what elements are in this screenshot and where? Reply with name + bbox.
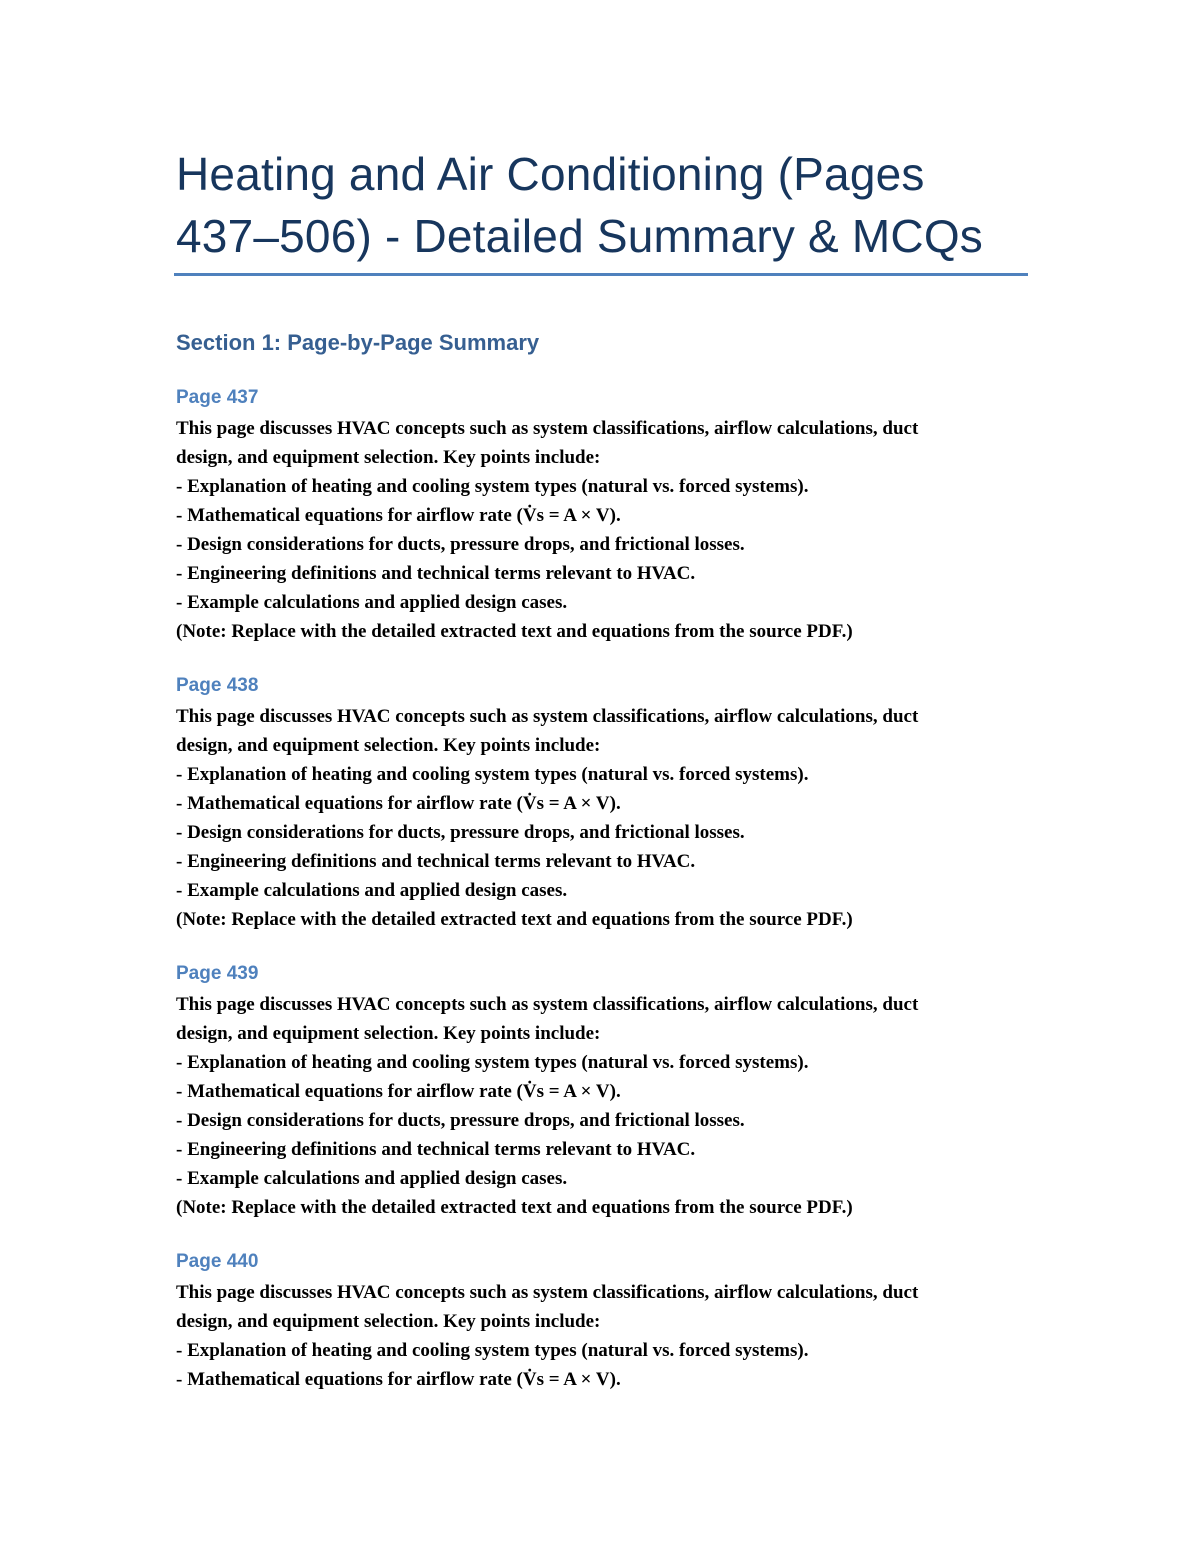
summary-bullet: - Design considerations for ducts, pressure drops, and frictional losses. [176, 1110, 745, 1131]
document-content [176, 143, 1030, 1394]
summary-bullet: - Mathematical equations for airflow rate (V̇s = A × V). [176, 505, 621, 526]
summary-line: This page discusses HVAC concepts such as system classifications, airflow calculations, duct [176, 1282, 919, 1303]
summary-line: design, and equipment selection. Key points include: [176, 735, 601, 756]
summary-bullet: - Mathematical equations for airflow rate (V̇s = A × V). [176, 1081, 621, 1102]
summary-line: design, and equipment selection. Key points include: [176, 1311, 601, 1332]
document-title [176, 143, 1030, 273]
summary-bullet: - Design considerations for ducts, pressure drops, and frictional losses. [176, 822, 745, 843]
summary-bullet: - Example calculations and applied design cases. [176, 1168, 568, 1189]
summary-note: (Note: Replace with the detailed extracted text and equations from the source PDF.) [176, 1197, 853, 1218]
summary-bullet: - Mathematical equations for airflow rate (V̇s = A × V). [176, 793, 621, 814]
summary-bullet: - Mathematical equations for airflow rate (V̇s = A × V). [176, 1369, 621, 1390]
summary-bullet: - Example calculations and applied design cases. [176, 880, 568, 901]
summary-bullet: - Engineering definitions and technical terms relevant to HVAC. [176, 851, 696, 872]
summary-bullet: - Explanation of heating and cooling system types (natural vs. forced systems). [176, 1340, 809, 1361]
summary-line: design, and equipment selection. Key points include: [176, 447, 601, 468]
summary-bullet: - Explanation of heating and cooling system types (natural vs. forced systems). [176, 764, 809, 785]
summary-bullet: - Explanation of heating and cooling system types (natural vs. forced systems). [176, 476, 809, 497]
summary-line: This page discusses HVAC concepts such as system classifications, airflow calculations, duct [176, 994, 919, 1015]
summary-bullet: - Example calculations and applied design cases. [176, 592, 568, 613]
page-heading: Page 437 [176, 387, 259, 408]
page-summary-438 [176, 672, 1030, 934]
summary-line: This page discusses HVAC concepts such as system classifications, airflow calculations, duct [176, 418, 919, 439]
page-summary-439 [176, 960, 1030, 1222]
document-title-line-2: 437–506) - Detailed Summary & MCQs [176, 210, 983, 262]
summary-bullet: - Engineering definitions and technical terms relevant to HVAC. [176, 563, 696, 584]
summary-note: (Note: Replace with the detailed extracted text and equations from the source PDF.) [176, 909, 853, 930]
page-heading: Page 438 [176, 675, 259, 696]
summary-bullet: - Engineering definitions and technical terms relevant to HVAC. [176, 1139, 696, 1160]
page-summary-437 [176, 384, 1030, 646]
page-heading: Page 439 [176, 963, 259, 984]
summary-line: design, and equipment selection. Key points include: [176, 1023, 601, 1044]
summary-line: This page discusses HVAC concepts such as system classifications, airflow calculations, duct [176, 706, 919, 727]
section-heading: Section 1: Page-by-Page Summary [176, 330, 540, 355]
summary-bullet: - Explanation of heating and cooling system types (natural vs. forced systems). [176, 1052, 809, 1073]
document-title-line-1: Heating and Air Conditioning (Pages [176, 148, 925, 200]
summary-bullet: - Design considerations for ducts, pressure drops, and frictional losses. [176, 534, 745, 555]
page-heading: Page 440 [176, 1251, 259, 1272]
title-underline-rule [174, 273, 1028, 276]
page-summary-440 [176, 1248, 1030, 1394]
summary-note: (Note: Replace with the detailed extracted text and equations from the source PDF.) [176, 621, 853, 642]
